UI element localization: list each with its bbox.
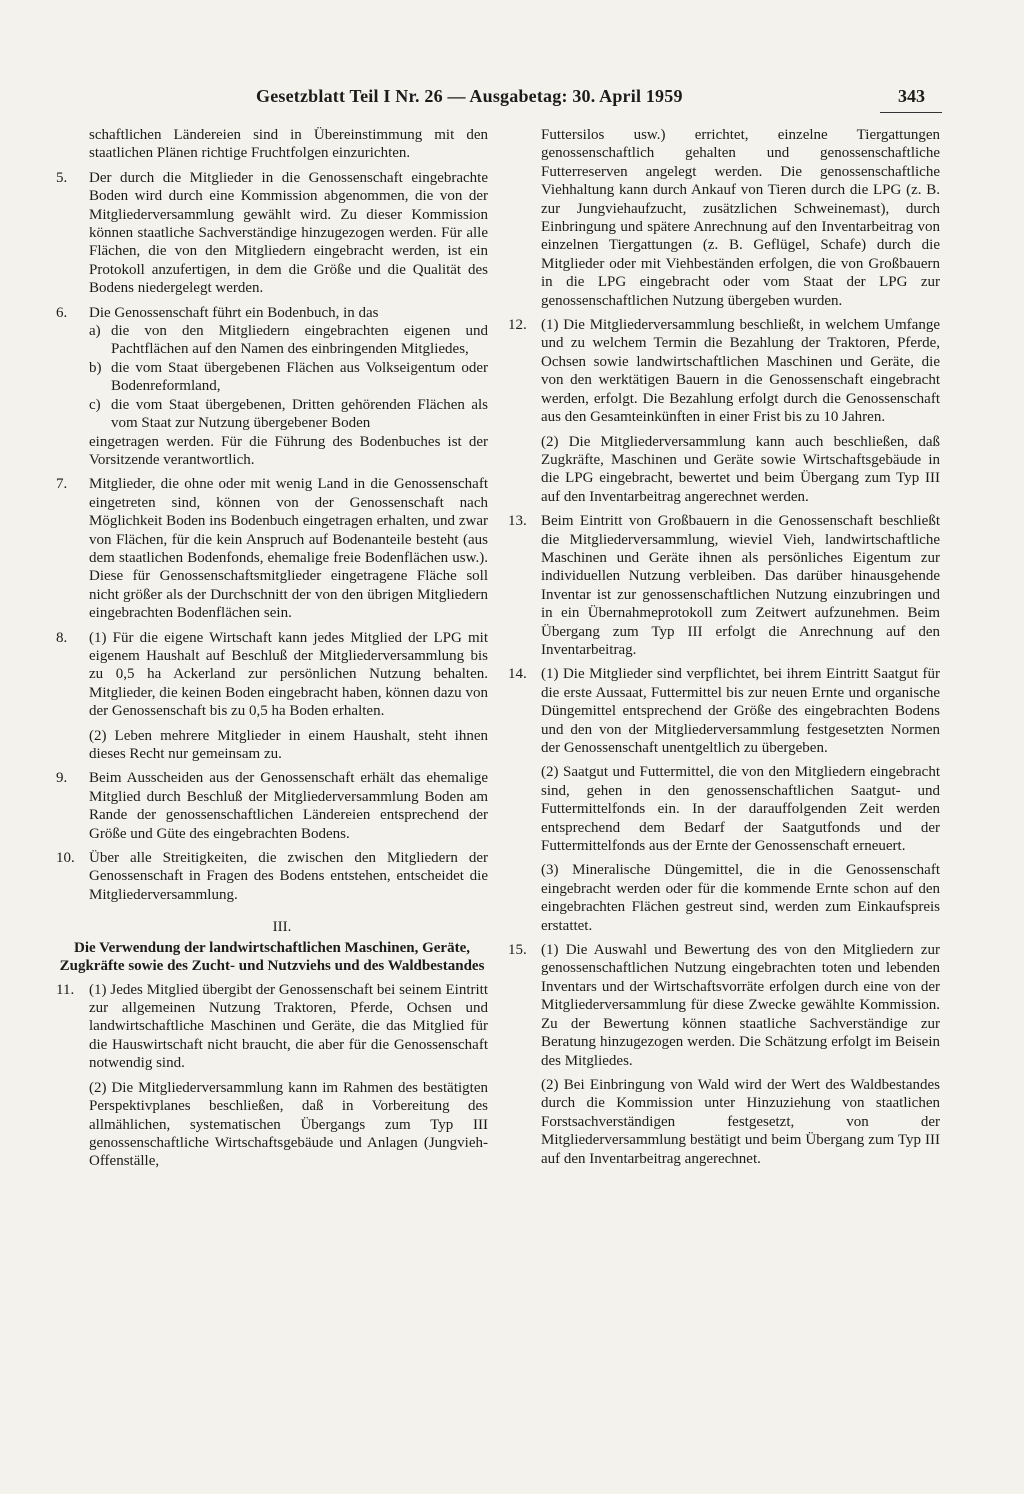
subitem-text: die vom Staat übergebenen Flächen aus Volkseigentum oder Bodenreformland, <box>111 359 488 395</box>
page-number: 343 <box>898 86 925 106</box>
section-title: Die Verwendung der landwirtschaftlichen Maschinen, Geräte, Zugkräfte sowie des Zucht- und Nutzviehs und des Waldbestandes <box>59 939 485 974</box>
item-paragraph-2: (2) Die Mitgliederversammlung kann im Rahmen des bestätigten Perspektivplanes beschließen, daß in Vorbereitung des allmählichen, systematischen Übergangs zum Typ III genossenschaftliche Wirtschaftsgebäude und Anlagen (Jungvieh-Offenställe, <box>89 1079 488 1170</box>
item-11 <box>56 981 488 1171</box>
item-14 <box>508 665 940 935</box>
item-13 <box>508 512 940 659</box>
item-8 <box>56 629 488 764</box>
subitem-c <box>89 396 488 433</box>
subitem-label: b) <box>89 359 102 376</box>
item-text-after: eingetragen werden. Für die Führung des Bodenbuches ist der Vorsitzende verantwortlich. <box>89 433 488 468</box>
subitem-text: die von den Mitgliedern eingebrachten eigenen und Pachtflächen auf den Namen des einbringenden Mitgliedes, <box>111 323 488 358</box>
item-5 <box>56 169 488 298</box>
subitem-b <box>89 359 488 396</box>
item-number: 5. <box>56 169 68 186</box>
item-paragraph-2: (2) Leben mehrere Mitglieder in einem Haushalt, steht ihnen dieses Recht nur gemeinsam zu. <box>89 727 488 762</box>
item-text: Die Genossenschaft führt ein Bodenbuch, in das <box>89 304 379 321</box>
item-number: 15. <box>508 942 527 959</box>
right-column <box>508 126 940 1174</box>
item-number: 14. <box>508 666 527 683</box>
item-paragraph-2: (2) Bei Einbringung von Wald wird der Wert des Waldbestandes durch die Kommission unter Hinzuziehung von staatlichen Forstsachverständigen festgesetzt, von der Mitgliederversammlung bestätigt und beim Übergang zum Typ III auf den Inventarbeitrag angerechnet. <box>541 1076 940 1167</box>
item-number: 11. <box>56 981 75 998</box>
item-text: Beim Eintritt von Großbauern in die Genossenschaft beschließt die Mitgliederversammlung, wieviel Vieh, landwirtschaftliche Maschinen und Geräte ihnen als persönliches Eigentum zur individuellen Nutzung verbleiben. Das darüber hinausgehende Inventar ist zur genossenschaftlichen Nutzung einzubringen und in ein Übernahmeprotokoll zum Zeitwert aufzunehmen. Beim Übergang zum Typ III erfolgt die Anrechnung auf den Inventarbeitrag. <box>541 513 940 658</box>
item-paragraph-2: (2) Die Mitgliederversammlung kann auch beschließen, daß Zugkräfte, Maschinen und Geräte sowie Wirtschaftsgebäude in die LPG eingebracht, bewertet und beim Übergang zum Typ III auf den Inventarbeitrag angerechnet werden. <box>541 433 940 505</box>
item-paragraph-1: (1) Die Mitglieder sind verpflichtet, bei ihrem Eintritt Saatgut für die erste Aussaat, Futtermittel bis zur neuen Ernte und organische Düngemittel entsprechend der Größe des eingebrachten Bodens und den von der Mitgliederversammlung festgesetzten Normen der Genossenschaft unentgeltlich zu übergeben. <box>541 666 940 756</box>
item-paragraph-1: (1) Die Auswahl und Bewertung des von den Mitgliedern zur genossenschaftlichen Nutzung eingebrachten toten und lebenden Inventars und der Wirtschaftsvorräte erfolgen durch eine von der Mitgliederversammlung für diese Zwecke gewählte Kommission. Zu der Bewertung können staatliche Sachverständige zur Beratung hinzugezogen werden. Die Schätzung erfolgt im Beisein des Mitgliedes. <box>541 942 940 1069</box>
item-number: 13. <box>508 513 527 530</box>
gazette-title: Gesetzblatt Teil I Nr. 26 — Ausgabetag: 30. April 1959 <box>256 86 683 106</box>
item-number: 12. <box>508 317 527 334</box>
item-paragraph-1: (1) Für die eigene Wirtschaft kann jedes Mitglied der LPG mit eigenem Haushalt auf Beschluß der Mitgliederversammlung bis zu 0,5 ha Ackerland zur persönlichen Nutzung behalten. Mitglieder, die keinen Boden eingebracht haben, können dazu von der Genossenschaft bis zu 0,5 ha Boden erhalten. <box>89 629 488 720</box>
item-number: 8. <box>56 629 68 646</box>
item-text: Beim Ausscheiden aus der Genossenschaft erhält das ehemalige Mitglied durch Beschluß der Mitgliederversammlung Boden am Rande der genossenschaftlichen Ländereien entsprechend der Größe und Güte des eingebrachten Bodens. <box>89 770 488 842</box>
page-number-rule <box>880 112 942 113</box>
item-6 <box>56 304 488 470</box>
item-7 <box>56 475 488 622</box>
item-number: 7. <box>56 476 68 493</box>
item-11-continuation: Futtersilos usw.) errichtet, einzelne Tiergattungen genossenschaftlich gehalten und genossenschaftliche Futterreserven angelegt werden. Die genossenschaftliche Viehhaltung kann durch Ankauf von Tieren durch die LPG (z. B. zur Jungviehaufzucht, zusätzlichen Schweinemast), durch Einbringung und spätere Anrechnung auf den Inventarbeitrag von einzelnen Tiergattungen (z. B. Geflügel, Schafe) durch die Mitglieder oder mit Viehbeständen erfolgen, die von Großbauern in die LPG eingebracht oder vom Staat der LPG zur genossenschaftlichen Nutzung übergeben wurden. <box>541 127 940 309</box>
item-9 <box>56 769 488 843</box>
item-number: 9. <box>56 770 68 787</box>
item-number: 10. <box>56 850 75 867</box>
item-text: Über alle Streitigkeiten, die zwischen den Mitgliedern der Genossenschaft in Fragen des Bodens entstehen, entscheidet die Mitgliederversammlung. <box>89 850 488 903</box>
left-column <box>56 126 488 1177</box>
subitem-a <box>89 322 488 359</box>
page-header <box>0 86 1024 116</box>
item-paragraph-1: (1) Jedes Mitglied übergibt der Genossenschaft bei seinem Eintritt zur allgemeinen Nutzung Traktoren, Pferde, Ochsen und landwirtschaftliche Maschinen und Geräte, die das Mitglied für die Hauswirtschaft nicht braucht, die aber für die Genossenschaft notwendig sind. <box>89 981 488 1072</box>
item-12 <box>508 316 940 506</box>
item-paragraph-1: (1) Die Mitgliederversammlung beschließt, in welchem Umfange und zu welchem Termin die Bezahlung der Traktoren, Pferde, Ochsen sowie landwirtschaftlichen Maschinen und Geräte, die von den werktätigen Bauern in die Genossenschaft eingebracht werden, erfolgt. Die Bezahlung erfolgt durch die Genossenschaft aus den Gesamteinkünften in einer Frist bis zu 10 Jahren. <box>541 317 940 426</box>
item-paragraph-2: (2) Saatgut und Futtermittel, die von den Mitgliedern eingebracht sind, gehen in den genossenschaftlichen Saatgut- und Futtermittelfonds ein. In der darauffolgenden Zeit werden entsprechend dem Bedarf der Saatgutfonds und der Futtermittelfonds aus der Ernte der Genossenschaft erneuert. <box>541 764 940 855</box>
item-paragraph-3: (3) Mineralische Düngemittel, die in die Genossenschaft eingebracht werden oder für die kommende Ernte schon auf den eingebrachten Flächen gestreut sind, werden zum Einkaufspreis erstattet. <box>541 862 940 934</box>
item-text: Der durch die Mitglieder in die Genossenschaft eingebrachte Boden wird durch eine Kommission abgenommen, die von der Mitgliederversammlung gewählt wird. Zu dieser Kommission können staatliche Sachverständige hinzugezogen werden. Für alle Flächen, die von den Mitgliedern eingebracht werden, ist ein Protokoll anzufertigen, in dem die Größe und die Qualität des Bodens niedergelegt werden. <box>89 169 488 297</box>
subitem-text: die vom Staat übergebenen, Dritten gehörenden Flächen als vom Staat zur Nutzung übergebener Boden <box>111 396 488 432</box>
item-text: Mitglieder, die ohne oder mit wenig Land in die Genossenschaft eingetreten sind, können von der Genossenschaft nach Möglichkeit Boden ins Bodenbuch eingetragen erhalten, und zwar von Flächen, für die kein Anspruch auf Bodenanteile besteht (aus dem staatlichen Bodenfonds, ehemalige freie Bodenflächen usw.). Diese für Genossenschaftsmitglieder eingetragene Fläche soll nicht größer als der Durchschnitt der von den übrigen Mitgliedern eingebrachten Bodenflächen sein. <box>89 476 488 622</box>
item-number: 6. <box>56 304 68 321</box>
section-number: III. <box>272 919 292 936</box>
subitem-label: c) <box>89 396 101 413</box>
subitem-label: a) <box>89 323 101 340</box>
item-15 <box>508 941 940 1168</box>
item-10 <box>56 849 488 904</box>
intro-paragraph: schaftlichen Ländereien sind in Übereinstimmung mit den staatlichen Plänen richtige Fruchtfolgen einzurichten. <box>89 127 488 162</box>
